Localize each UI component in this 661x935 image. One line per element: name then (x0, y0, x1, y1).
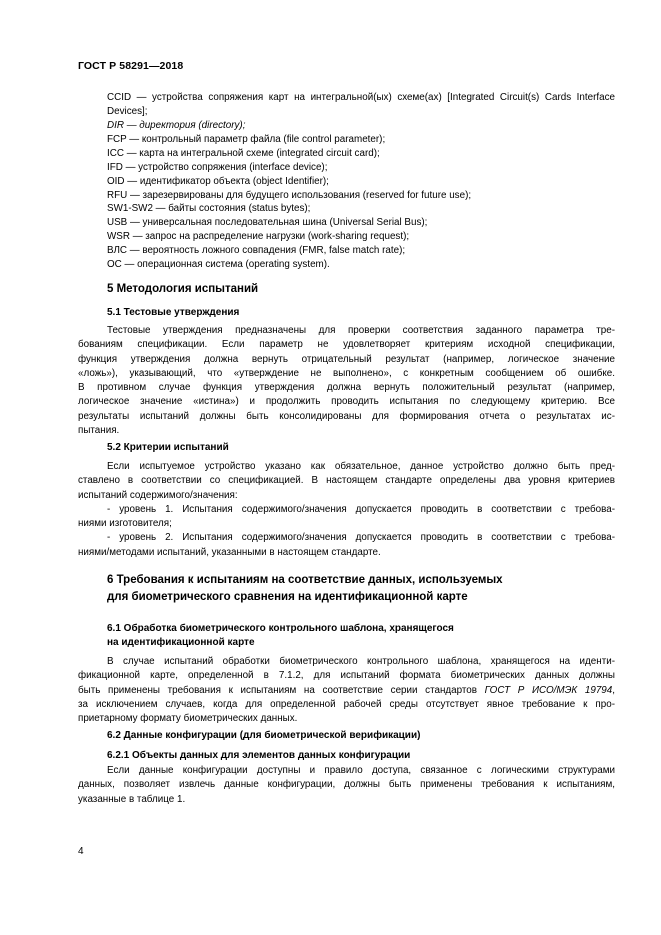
section-6-2-1-body (78, 764, 615, 807)
text-line: функция утверждения должна вернуть отрицательный результат (например, логическое значение (78, 353, 615, 365)
section-6-heading (107, 572, 503, 605)
section-5-1-heading: 5.1 Тестовые утверждения (107, 307, 240, 318)
abbreviation-oid: OID — идентификатор объекта (object Identifier); (107, 175, 329, 187)
text-line: логическое значение «истина») и продолжить проводить испытания по следующему критерию. Все (78, 396, 615, 408)
abbreviation-vls: ВЛС — вероятность ложного совпадения (FMR, false match rate); (107, 245, 406, 257)
section-6-1-heading-line1: 6.1 Обработка биометрического контрольного шаблона, хранящегося (107, 623, 454, 634)
abbreviation-icc: ICC — карта на интегральной схеме (integrated circuit card); (107, 147, 380, 159)
text-line: данных, позволяет извлечь данные конфигурации, должны быть применены требования к испытаниям, (78, 779, 615, 791)
text-line: Если данные конфигурации доступны и правило доступа, связанное с логическими структурами (107, 765, 615, 776)
text-line: ниями/методами испытаний, указанными в настоящем стандарте. (78, 546, 381, 558)
text-line: за исключением случаев, когда для определенной рабочей среды отсутствует явное требование к про- (78, 698, 615, 710)
abbreviation-usb: USB — универсальная последовательная шина (Universal Serial Bus); (107, 217, 428, 229)
section-5-1-body (78, 324, 615, 438)
section-6-2-heading: 6.2 Данные конфигурации (для биометрической верификации) (107, 730, 421, 741)
abbreviation-ifd: IFD — устройство сопряжения (interface device); (107, 161, 328, 173)
page-number: 4 (78, 846, 84, 857)
text-line: результаты испытаний должны быть консолидированы для формирования отчета о результатах ис- (78, 410, 615, 422)
text-fragment: , (612, 684, 616, 696)
text-line: фикационной карте, определенной в 7.1.2, для испытаний формата биометрических данных должны (78, 670, 615, 682)
section-6-1-body (78, 655, 615, 726)
text-line: В противном случае функция утверждения должна вернуть положительный результат (например, (78, 382, 615, 394)
text-line: В случае испытаний обработки биометрического контрольного шаблона, хранящегося на иденти- (107, 656, 615, 667)
text-line: пытания. (78, 425, 120, 437)
text-line: ставлено в соответствии со спецификацией. В настоящем стандарте определены два уровня критериев (78, 475, 615, 487)
section-6-heading-line1: 6 Требования к испытаниям на соответствие данных, используемых (107, 574, 503, 586)
abbreviation-os: ОС — операционная система (operating system). (107, 259, 330, 271)
section-5-2-heading: 5.2 Критерии испытаний (107, 442, 229, 453)
text-line: указанные в таблице 1. (78, 793, 186, 805)
text-line: «ложь»), указывающий, что «утверждение не выполнено», с конкретным сообщением об ошибке. (78, 367, 615, 379)
text-line: испытаний содержимого/значения: (78, 489, 238, 501)
text-line: бованиям спецификации. Если параметр не удовлетворяет критериям исходной спецификации, (78, 339, 615, 351)
text-line: Если испытуемое устройство указано как обязательное, данное устройство должно быть пред- (107, 461, 615, 472)
text-fragment: быть применены требования к испытаниям на соответствие серии стандартов (78, 684, 485, 696)
standard-reference: ГОСТ Р ИСО/МЭК 19794 (484, 684, 613, 696)
text-line: приетарному формату биометрических данных. (78, 713, 298, 725)
text-line: ниями изготовителя; (78, 518, 172, 530)
abbreviations-list (107, 91, 615, 119)
abbreviation-ccid (107, 91, 615, 119)
section-6-2-1-heading: 6.2.1 Объекты данных для элементов данных конфигурации (107, 750, 411, 761)
page-header-standard-id: ГОСТ Р 58291—2018 (78, 60, 184, 72)
abbreviation-wsr: WSR — запрос на распределение нагрузки (work-sharing request); (107, 231, 410, 243)
section-6-1-heading-line2: на идентификационной карте (107, 637, 255, 648)
section-5-heading: 5 Методология испытаний (107, 283, 259, 295)
section-6-heading-line2: для биометрического сравнения на идентификационной карте (107, 590, 468, 603)
section-5-2-body (78, 460, 615, 560)
abbreviation-rfu: RFU — зарезервированы для будущего использования (reserved for future use); (107, 189, 472, 201)
text-line (78, 684, 615, 698)
text-line: - уровень 1. Испытания содержимого/значения допускается проводить в соответствии с требова- (107, 503, 615, 515)
text-line: - уровень 2. Испытания содержимого/значения допускается проводить в соответствии с требова- (107, 532, 615, 544)
section-6-1-heading (107, 622, 454, 650)
text-line: Тестовые утверждения предназначены для проверки соответствия заданного параметра тре- (107, 325, 615, 336)
abbreviation-sw1sw2: SW1-SW2 — байты состояния (status bytes); (107, 203, 311, 215)
abbreviations-rest (107, 119, 471, 272)
abbreviation-fcp: FCP — контрольный параметр файла (file control parameter); (107, 133, 386, 145)
abbreviation-dir: DIR — директория (directory); (107, 120, 246, 131)
abbreviation-text: CCID — устройства сопряжения карт на интегральной(ых) схеме(ах) [Integrated Circuit(s) Cards Interface Devices]; (107, 92, 615, 117)
